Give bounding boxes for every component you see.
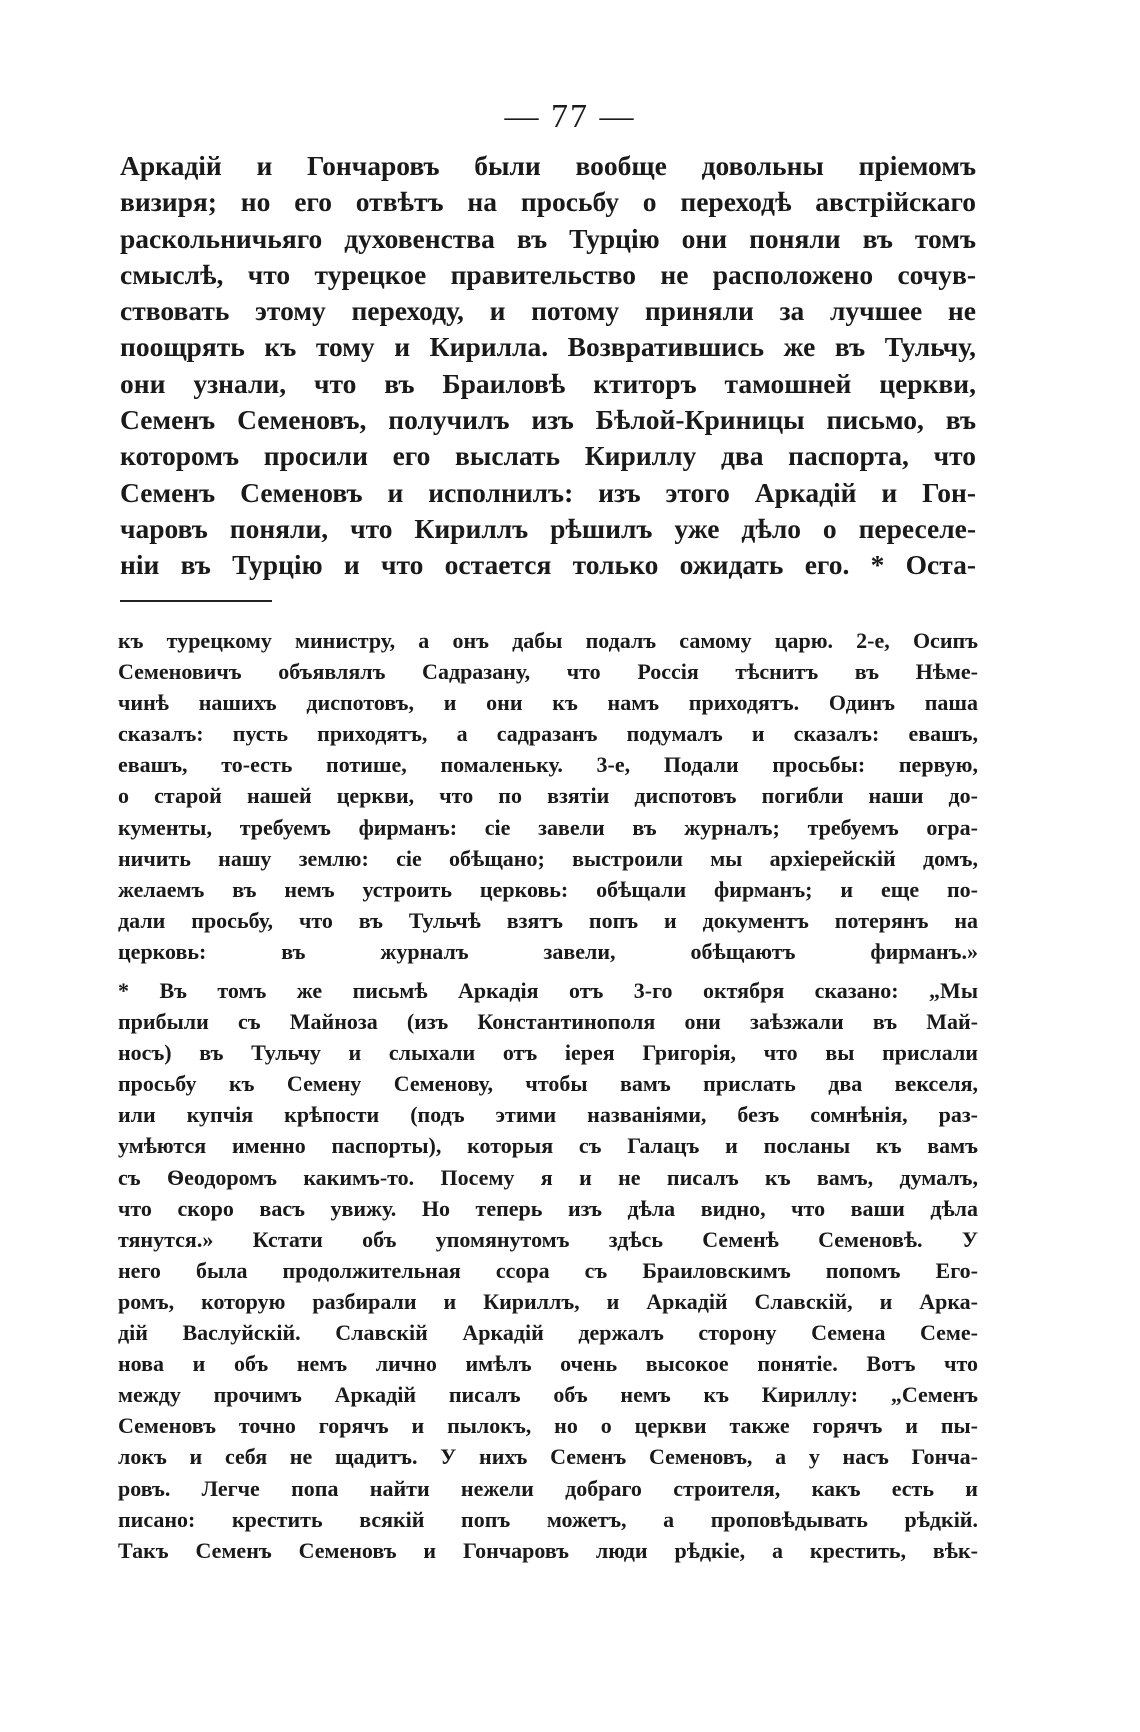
text-line: Аркадій и Гончаровъ были вообще довольны пріемомъ [120,150,976,181]
footnote-line: него была продолжительная ссора съ Браиловскимъ попомъ Его- [118,1257,978,1283]
footnote-line: евашъ, то-есть потише, помаленьку. 3-е, Подали просьбы: первую, [118,752,978,778]
footnote-line: сказалъ: пусть приходятъ, а садразанъ подумалъ и сказалъ: евашъ, [118,721,978,747]
text-line: Семенъ Семеновъ и исполнилъ: изъ этого Аркадій и Гон- [120,476,976,508]
footnote-line: между прочимъ Аркадій писалъ объ немъ къ Кириллу: „Семенъ [118,1382,978,1408]
footnote-line: съ Ѳеодоромъ какимъ-то. Посему я и не писалъ къ вамъ, думалъ, [118,1164,978,1190]
footnote-line: умѣются именно паспорты), которыя съ Галацъ и посланы къ вамъ [118,1133,978,1159]
footnote-line: кументы, требуемъ фирманъ: сіе завели въ журналъ; требуемъ огра- [118,814,978,840]
footnote-line: Семеновичъ объявлялъ Садразану, что Россія тѣснитъ въ Нѣме- [118,659,978,685]
page-number: — 77 — [504,98,636,135]
footnote-line: ромъ, которую разбирали и Кириллъ, и Аркадій Славскій, и Арка- [118,1288,978,1314]
footnote-line: писано: крестить всякій попъ можетъ, а проповѣдывать рѣдкій. [118,1506,978,1532]
text-line: поощрять къ тому и Кирилла. Возвратившись же въ Тульчу, [120,331,976,363]
footnote-line: тянутся.» Кстати объ упомянутомъ здѣсь Семенѣ Семеновѣ. У [118,1226,978,1252]
footnote-line: локъ и себя не щадитъ. У нихъ Семенъ Семеновъ, а у насъ Гонча- [118,1444,978,1470]
footnote-line: церковь: въ журналъ завели, обѣщаютъ фирманъ.» [118,938,978,964]
text-line: Семенъ Семеновъ, получилъ изъ Бѣлой-Криницы письмо, въ [120,404,976,436]
footnote-line: ровъ. Легче попа найти нежели добраго строителя, какъ есть и [118,1475,978,1501]
text-line: чаровъ поняли, что Кириллъ рѣшилъ уже дѣло о переселе- [120,512,976,544]
footnote-line: прибыли съ Майноза (изъ Константинополя они заѣзжали въ Май- [118,1009,978,1035]
footnote-line: къ турецкому министру, а онъ дабы подалъ самому царю. 2-е, Осипъ [118,628,978,653]
text-line: ніи въ Турцію и что остается только ожидать его. * Оста- [120,549,976,581]
footnote-asterisk [118,975,978,1566]
text-line: смыслѣ, что турецкое правительство не расположено сочув- [120,258,976,290]
footnote-line: просьбу къ Семену Семенову, чтобы вамъ прислать два векселя, [118,1071,978,1097]
text-line: ствовать этому переходу, и потому приняли за лучшее не [120,295,976,327]
footnote-line: ничить нашу землю: сіе обѣщано; выстроили мы архіерейскій домъ, [118,845,978,871]
text-line: которомъ просили его выслать Кириллу два паспорта, что [120,440,976,472]
footnote-line: о старой нашей церкви, что по взятіи диспотовъ погибли наши до- [118,783,978,809]
footnote-line: носъ) въ Тульчу и слыхали отъ іерея Григорія, что вы прислали [118,1040,978,1066]
footnote-line: или купчія крѣпости (подъ этими названіями, безъ сомнѣнія, раз- [118,1102,978,1128]
footnote-line: Такъ Семенъ Семеновъ и Гончаровъ люди рѣдкіе, а крестить, вѣк- [118,1537,978,1563]
footnote-line: чинѣ нашихъ диспотовъ, и они къ намъ приходятъ. Одинъ паша [118,690,978,716]
text-line: визиря; но его отвѣтъ на просьбу о переходѣ австрійскаго [120,186,976,218]
text-line: раскольничьяго духовенства въ Турцію они поняли въ томъ [120,222,976,254]
footnote-line: что скоро васъ увижу. Но теперь изъ дѣла видно, что ваши дѣла [118,1195,978,1221]
text-line: они узнали, что въ Браиловѣ ктиторъ тамошней церкви, [120,367,976,399]
footnote-line: дали просьбу, что въ Тульчѣ взятъ попъ и документъ потерянъ на [118,907,978,933]
main-paragraph [120,148,976,584]
footnote-line: нова и объ немъ лично имѣлъ очень высокое понятіе. Вотъ что [118,1351,978,1377]
footnote-line: Семеновъ точно горячъ и пылокъ, но о церкви также горячъ и пы- [118,1413,978,1439]
footnote-line: дій Васлуйскій. Славскій Аркадій держалъ сторону Семена Семе- [118,1320,978,1346]
footnote-continuation [118,625,978,967]
footnote-divider [120,600,272,602]
footnote-line: * Въ томъ же письмѣ Аркадія отъ 3-го октября сказано: „Мы [118,978,978,1003]
footnote-line: желаемъ въ немъ устроить церковь: обѣщали фирманъ; и еще по- [118,876,978,902]
